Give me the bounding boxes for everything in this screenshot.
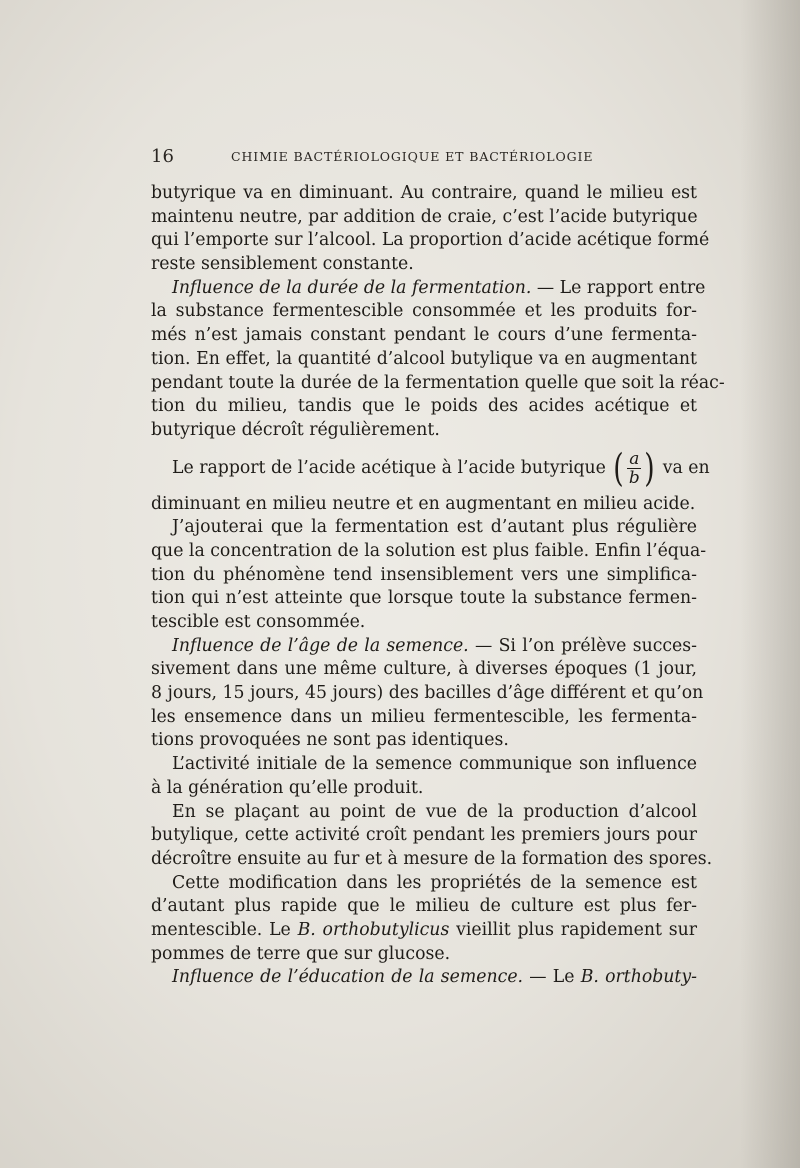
- page-number: 16: [151, 146, 174, 167]
- text-line: reste sensiblement constante.: [151, 254, 414, 275]
- text-line: tescible est consommée.: [151, 612, 366, 632]
- text-fragment: va en: [662, 457, 710, 478]
- text-line: 8 jours, 15 jours, 45 jours) des bacilles d’âge différent et qu’on: [151, 683, 704, 704]
- fraction-numerator: a: [629, 448, 640, 469]
- text-line: maintenu neutre, par addition de craie, c’est l’acide butyrique: [151, 206, 698, 227]
- species-name: B. orthobuty-: [580, 967, 697, 988]
- text-line: butyrique va en diminuant. Au contraire, quand le milieu est: [151, 183, 697, 203]
- text-line: que la concentration de la solution est plus faible. Enfin l’équa-: [151, 540, 707, 561]
- text-line: à la génération qu’elle produit.: [151, 777, 424, 798]
- text-fragment: — Le rapport entre: [536, 277, 706, 298]
- paren-left: (: [613, 446, 624, 491]
- text-line: d’autant plus rapide que le milieu de culture est plus fer-: [151, 896, 697, 917]
- text-fragment: — Le: [529, 967, 575, 988]
- ratio-formula: [611, 446, 657, 491]
- text-line: butyrique décroît régulièrement.: [151, 419, 440, 440]
- text-line: [151, 635, 697, 659]
- page-header: [151, 146, 697, 168]
- text-line: [151, 919, 697, 943]
- text-line: qui l’emporte sur l’alcool. La proportion d’acide acétique formé: [151, 230, 710, 251]
- fraction: [627, 450, 641, 487]
- section-heading: Influence de la durée de la fermentation.: [172, 277, 532, 298]
- text-fragment: mentescible. Le: [151, 919, 291, 940]
- text-line: sivement dans une même culture, à diverses époques (1 jour,: [151, 659, 697, 680]
- paren-right: ): [644, 446, 655, 491]
- text-line: En se plaçant au point de vue de la production d’alcool: [172, 801, 697, 822]
- text-line: J’ajouterai que la fermentation est d’autant plus régulière: [172, 517, 697, 538]
- text-line: pendant toute la durée de la fermentation quelle que soit la réac-: [151, 372, 725, 393]
- text-line: décroître ensuite au fur et à mesure de la formation des spores.: [151, 848, 713, 869]
- text-fragment: Le rapport de l’acide acétique à l’acide butyrique: [172, 457, 606, 478]
- text-line: tion qui n’est atteinte que lorsque toute la substance fermen-: [151, 588, 697, 609]
- text-line: les ensemence dans un milieu fermentescible, les fermenta-: [151, 706, 697, 727]
- section-heading: Influence de l’âge de la semence.: [172, 635, 469, 656]
- text-line: tion du phénomène tend insensiblement vers une simplifica-: [151, 564, 697, 585]
- text-line: [151, 443, 710, 493]
- text-line: Cette modification dans les propriétés de la semence est: [172, 872, 697, 893]
- text-line: butylique, cette activité croît pendant les premiers jours pour: [151, 825, 697, 846]
- text-line: tions provoquées ne sont pas identiques.: [151, 730, 509, 751]
- running-head: CHIMIE BACTÉRIOLOGIQUE ET BACTÉRIOLOGIE: [231, 149, 594, 164]
- section-heading: Influence de l’éducation de la semence.: [172, 967, 524, 988]
- text-line: [151, 966, 697, 990]
- body-text: [151, 182, 725, 990]
- text-line: pommes de terre que sur glucose.: [151, 943, 451, 964]
- text-line: tion. En effet, la quantité d’alcool butylique va en augmentant: [151, 348, 697, 369]
- text-line: [151, 277, 706, 301]
- text-line: L’activité initiale de la semence communique son influence: [172, 754, 697, 775]
- text-fragment: vieillit plus rapidement sur: [456, 919, 697, 940]
- text-fragment: — Si l’on prélève succes-: [474, 635, 697, 656]
- species-name: B. orthobutylicus: [297, 919, 450, 940]
- text-line: més n’est jamais constant pendant le cours d’une fermenta-: [151, 325, 697, 346]
- text-line: la substance fermentescible consommée et les produits for-: [151, 301, 697, 322]
- fraction-denominator: b: [628, 467, 640, 488]
- text-line: diminuant en milieu neutre et en augmentant en milieu acide.: [151, 493, 696, 514]
- text-line: tion du milieu, tandis que le poids des acides acétique et: [151, 396, 697, 417]
